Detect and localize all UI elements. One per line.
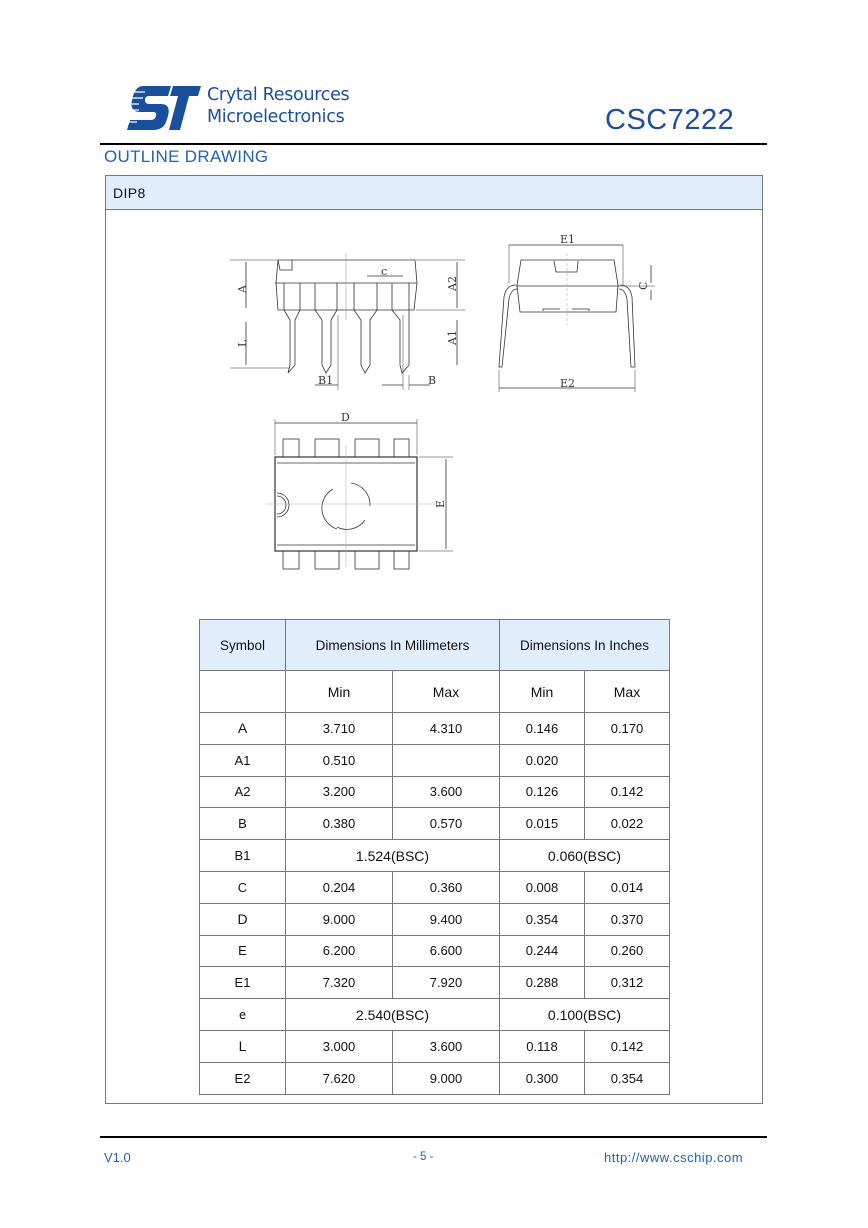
side-view-drawing (220, 225, 470, 395)
mm-min-cell: 7.320 (286, 967, 393, 999)
in-min-cell: 0.300 (500, 1062, 585, 1094)
mm-min-cell: 0.510 (286, 744, 393, 776)
table-header-row (200, 620, 670, 671)
table-row (200, 1030, 670, 1062)
mm-max-cell (393, 744, 500, 776)
in-max-cell: 0.170 (585, 713, 670, 745)
header-symbol: Symbol (200, 620, 286, 671)
header-inches: Dimensions In Inches (500, 620, 670, 671)
mm-min-cell: 0.204 (286, 871, 393, 903)
dim-label-c: c (381, 265, 388, 278)
mm-max-cell: 4.310 (393, 713, 500, 745)
mm-max-cell: 0.570 (393, 808, 500, 840)
mm-bsc-cell: 1.524(BSC) (286, 840, 500, 872)
symbol-cell: E (200, 935, 286, 967)
dim-label-A1: A1 (446, 330, 459, 345)
mm-max-cell: 6.600 (393, 935, 500, 967)
mm-min-cell: 0.380 (286, 808, 393, 840)
table-row (200, 713, 670, 745)
footer-url-link[interactable]: http://www.cschip.com (604, 1150, 744, 1165)
dim-label-L: L (236, 339, 249, 347)
in-bsc-cell: 0.100(BSC) (500, 999, 670, 1031)
symbol-cell: B1 (200, 840, 286, 872)
in-max-cell: 0.312 (585, 967, 670, 999)
package-title: DIP8 (113, 185, 146, 201)
package-title-bar (106, 176, 762, 210)
dim-label-B1: B1 (318, 374, 334, 387)
symbol-cell: L (200, 1030, 286, 1062)
in-min-cell: 0.008 (500, 871, 585, 903)
in-max-cell: 0.142 (585, 1030, 670, 1062)
table-subheader-row (200, 671, 670, 713)
in-max-cell: 0.142 (585, 776, 670, 808)
table-row (200, 776, 670, 808)
symbol-cell: E2 (200, 1062, 286, 1094)
header-millimeters: Dimensions In Millimeters (286, 620, 500, 671)
dim-label-E1: E1 (560, 233, 576, 246)
in-min-cell: 0.146 (500, 713, 585, 745)
end-view-drawing (490, 225, 660, 395)
table-row (200, 903, 670, 935)
dim-label-A2: A2 (446, 276, 459, 291)
mm-min-cell: 9.000 (286, 903, 393, 935)
subheader-mm-max: Max (393, 671, 500, 713)
table-row (200, 744, 670, 776)
in-min-cell: 0.020 (500, 744, 585, 776)
company-name-line2: Microelectronics (207, 107, 345, 127)
mm-min-cell: 7.620 (286, 1062, 393, 1094)
mm-max-cell: 9.400 (393, 903, 500, 935)
mm-max-cell: 3.600 (393, 1030, 500, 1062)
subheader-in-max: Max (585, 671, 670, 713)
symbol-cell: e (200, 999, 286, 1031)
symbol-cell: D (200, 903, 286, 935)
footer-page-number: - 5 - (413, 1151, 434, 1163)
subheader-mm-min: Min (286, 671, 393, 713)
in-min-cell: 0.244 (500, 935, 585, 967)
in-max-cell (585, 744, 670, 776)
in-min-cell: 0.126 (500, 776, 585, 808)
mm-min-cell: 3.710 (286, 713, 393, 745)
subheader-in-min: Min (500, 671, 585, 713)
in-max-cell: 0.260 (585, 935, 670, 967)
header-divider (100, 143, 767, 145)
top-view-drawing (255, 405, 465, 585)
in-max-cell: 0.370 (585, 903, 670, 935)
table-row (200, 967, 670, 999)
symbol-cell: E1 (200, 967, 286, 999)
table-row (200, 808, 670, 840)
dim-label-C: C (637, 281, 650, 290)
in-min-cell: 0.118 (500, 1030, 585, 1062)
dim-label-D: D (341, 411, 350, 424)
footer-version: V1.0 (104, 1150, 131, 1165)
table-row (200, 999, 670, 1031)
table-row (200, 871, 670, 903)
part-number: CSC7222 (605, 104, 735, 136)
mm-max-cell: 0.360 (393, 871, 500, 903)
mm-max-cell: 9.000 (393, 1062, 500, 1094)
dim-label-E: E (434, 499, 447, 508)
in-min-cell: 0.288 (500, 967, 585, 999)
in-min-cell: 0.015 (500, 808, 585, 840)
symbol-cell: A1 (200, 744, 286, 776)
dim-label-E2: E2 (560, 377, 576, 390)
mm-max-cell: 3.600 (393, 776, 500, 808)
mm-max-cell: 7.920 (393, 967, 500, 999)
symbol-cell: A (200, 713, 286, 745)
in-min-cell: 0.354 (500, 903, 585, 935)
symbol-cell: C (200, 871, 286, 903)
section-title: OUTLINE DRAWING (104, 147, 269, 166)
symbol-cell: A2 (200, 776, 286, 808)
dim-label-B: B (428, 374, 437, 387)
mm-min-cell: 6.200 (286, 935, 393, 967)
subheader-empty (200, 671, 286, 713)
company-logo-icon (123, 84, 201, 132)
symbol-cell: B (200, 808, 286, 840)
mm-bsc-cell: 2.540(BSC) (286, 999, 500, 1031)
mm-min-cell: 3.200 (286, 776, 393, 808)
mm-min-cell: 3.000 (286, 1030, 393, 1062)
in-max-cell: 0.354 (585, 1062, 670, 1094)
table-row (200, 1062, 670, 1094)
footer-divider (100, 1136, 767, 1138)
table-row (200, 840, 670, 872)
table-row (200, 935, 670, 967)
in-max-cell: 0.014 (585, 871, 670, 903)
dim-label-A: A (236, 285, 249, 293)
in-max-cell: 0.022 (585, 808, 670, 840)
company-name (207, 84, 349, 128)
company-name-line1: Crytal Resources (207, 85, 350, 105)
dimensions-table (199, 619, 670, 1095)
in-bsc-cell: 0.060(BSC) (500, 840, 670, 872)
